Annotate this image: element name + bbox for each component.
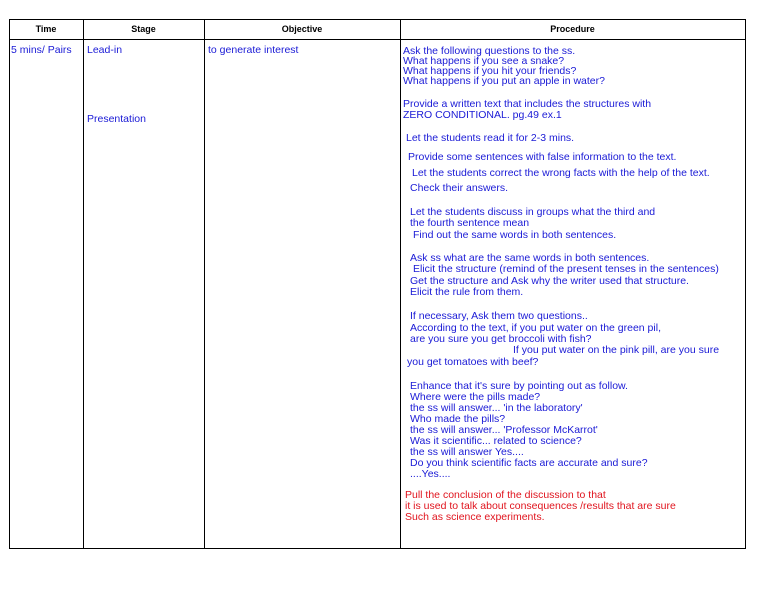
header-divider: [9, 39, 746, 40]
column-divider-2: [204, 19, 205, 549]
procedure-line: Let the students discuss in groups what the third and: [410, 206, 656, 218]
stage-leadin: Lead-in: [87, 44, 123, 56]
procedure-line: Ask ss what are the same words in both sentences.: [410, 252, 650, 264]
procedure-line: According to the text, if you put water on the green pil,: [410, 322, 661, 334]
procedure-line: the ss will answer... 'Professor McKarrot': [410, 424, 598, 436]
procedure-line: Provide a written text that includes the structures with: [403, 98, 652, 110]
procedure-line: are you sure you get broccoli with fish?: [410, 333, 592, 345]
procedure-line: Get the structure and Ask why the writer used that structure.: [410, 275, 689, 287]
procedure-line: Elicit the structure (remind of the present tenses in the sentences): [413, 263, 719, 275]
procedure-line: Was it scientific... related to science?: [410, 435, 582, 447]
objective-cell: to generate interest: [208, 44, 299, 56]
procedure-line: If necessary, Ask them two questions..: [410, 310, 588, 322]
procedure-line: Elicit the rule from them.: [410, 286, 524, 298]
procedure-line: the ss will answer Yes....: [410, 446, 524, 458]
lesson-plan-table: [9, 19, 746, 549]
procedure-conclusion-line: Pull the conclusion of the discussion to that: [405, 489, 606, 501]
procedure-line: Provide some sentences with false information to the text.: [408, 151, 677, 163]
table-border-right: [745, 19, 746, 549]
procedure-line: Do you think scientific facts are accurate and sure?: [410, 457, 648, 469]
procedure-line: Enhance that it's sure by pointing out as follow.: [410, 380, 628, 392]
procedure-line: ....Yes....: [410, 468, 451, 480]
column-divider-1: [83, 19, 84, 549]
column-divider-3: [400, 19, 401, 549]
header-stage: Stage: [131, 24, 156, 34]
procedure-line: Check their answers.: [410, 182, 509, 194]
time-cell: 5 mins/ Pairs: [11, 44, 72, 56]
header-objective: Objective: [281, 24, 323, 34]
procedure-line: Where were the pills made?: [410, 391, 541, 403]
procedure-line: the ss will answer... 'in the laboratory': [410, 402, 583, 414]
procedure-conclusion-line: Such as science experiments.: [405, 511, 545, 523]
stage-presentation: Presentation: [87, 113, 146, 125]
table-border-left: [9, 19, 10, 549]
procedure-line: What happens if you put an apple in water?: [403, 75, 605, 87]
procedure-line: the fourth sentence mean: [410, 217, 530, 229]
procedure-conclusion-line: it is used to talk about consequences /results that are sure: [405, 500, 676, 512]
procedure-line: Ask the following questions to the ss.: [403, 45, 576, 57]
procedure-line: If you put water on the pink pill, are you sure: [513, 344, 720, 356]
procedure-line: you get tomatoes with beef?: [407, 356, 539, 368]
procedure-line: Let the students read it for 2-3 mins.: [406, 132, 575, 144]
procedure-line: Find out the same words in both sentences.: [413, 229, 617, 241]
procedure-line: What happens if you see a snake?: [403, 55, 565, 67]
procedure-line: ZERO CONDITIONAL. pg.49 ex.1: [403, 109, 562, 121]
procedure-line: What happens if you hit your friends?: [403, 65, 577, 77]
table-border-bottom: [9, 548, 746, 549]
procedure-line: Let the students correct the wrong facts with the help of the text.: [412, 167, 710, 179]
header-time: Time: [35, 24, 57, 34]
procedure-line: Who made the pills?: [410, 413, 506, 425]
header-procedure: Procedure: [550, 24, 595, 34]
